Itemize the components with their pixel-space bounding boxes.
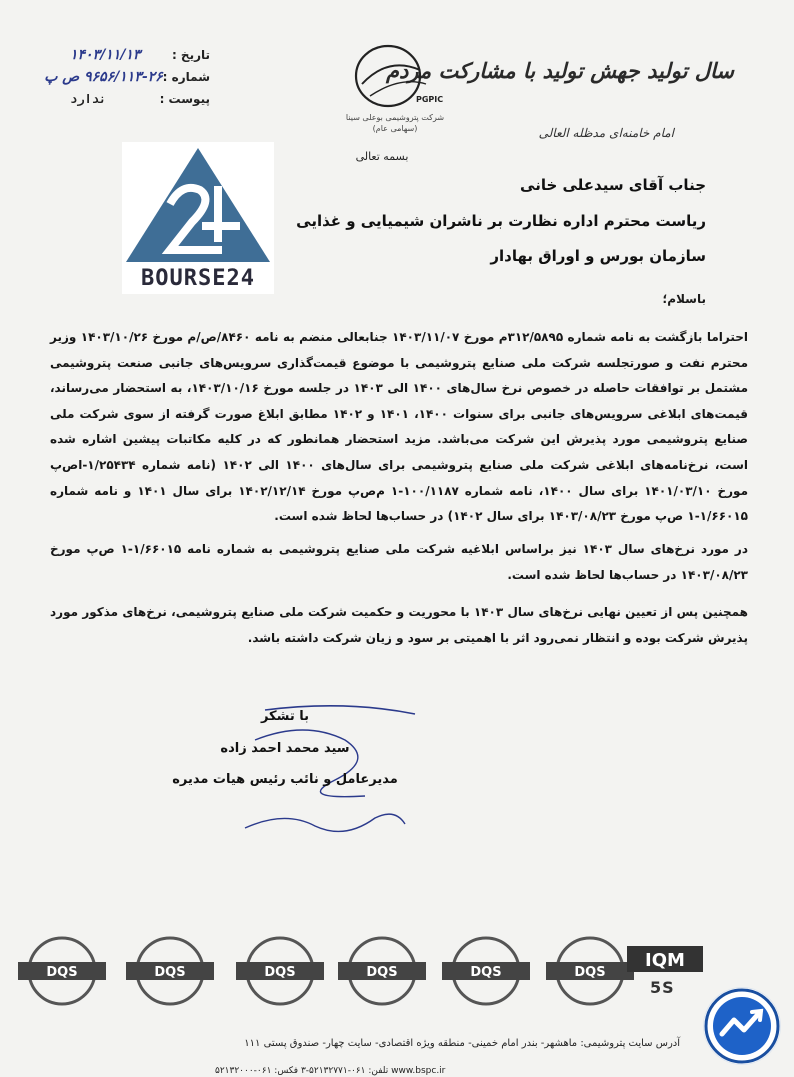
- dqs-label: DQS: [574, 965, 606, 980]
- date-row: [70, 44, 210, 66]
- dqs-label: DQS: [46, 965, 78, 980]
- salutation: باسلام؛: [662, 292, 706, 306]
- trend-badge-icon[interactable]: [704, 988, 780, 1064]
- date-value: ۱۴۰۳/۱۱/۱۳: [70, 47, 141, 63]
- attachment-row: [70, 88, 210, 110]
- date-label: تاریخ :: [171, 48, 210, 62]
- closing: با تشکر: [260, 709, 310, 724]
- dqs-cert-logo-3: [230, 935, 330, 1007]
- dqs-cert-logo-2: [120, 935, 220, 1007]
- dqs-label: DQS: [154, 965, 186, 980]
- iqm-label: IQM: [645, 950, 685, 971]
- company-subtitle: شرکت پتروشیمی بوعلی سینا (سهامی عام): [345, 113, 445, 133]
- five-s-label: 5S: [650, 978, 675, 997]
- signer-name: سید محمد احمد زاده: [220, 741, 350, 756]
- recipient-org: سازمان بورس و اوراق بهادار: [490, 247, 706, 265]
- year-motto: سال تولید جهش تولید با مشارکت مردم: [385, 58, 734, 83]
- number-row: [44, 66, 210, 88]
- number-value: ۹۶۵۶/۱۱۳-۲۶ ص پ: [44, 69, 163, 85]
- imam-line: امام خامنه‌ای مدظله العالی: [538, 126, 674, 140]
- certification-logos: [12, 935, 702, 1010]
- body-paragraph-3: همچنین پس از تعیین نهایی نرخ‌های سال ۱۴۰۳ با محوریت و حکمیت شرکت ملی صنایع پتروشیمی، نرخ‌های مذکور مورد پذیرش شرکت بوده و انتظار نمی‌رود اثر با اهمیتی بر سود و زیان شرکت داشته باشد.: [50, 605, 748, 645]
- dqs-cert-logo-1: [12, 935, 112, 1007]
- attachment-label: پیوست :: [159, 92, 210, 106]
- basmala: بسمه تعالی: [355, 150, 409, 163]
- bourse24-watermark: [122, 142, 274, 294]
- signer-title: مدیرعامل و نائب رئیس هیات مدیره: [172, 772, 398, 787]
- attachment-value: ندارد: [70, 92, 107, 106]
- dqs-label: DQS: [366, 965, 398, 980]
- footer-contact: www.bspc.ir تلفن: ۰۶۱-۵۲۱۳۲۷۷۱-۳ فکس: ۰۶۱-۵۲۱۳۲۰۰۰: [215, 1066, 446, 1076]
- dqs-cert-logo-4: [332, 935, 432, 1007]
- recipient-title: ریاست محترم اداره نظارت بر ناشران شیمیایی و غذایی: [296, 212, 706, 230]
- footer-address: آدرس سایت پتروشیمی: ماهشهر- بندر امام خمینی- منطقه ویژه اقتصادی- سایت چهار- صندوق پستی ۱۱۱: [244, 1038, 680, 1049]
- dqs-label: DQS: [264, 965, 296, 980]
- body-paragraph-1: احتراما بازگشت به نامه شماره ۳۱۲/۵۸۹۵م مورخ ۱۴۰۳/۱۱/۰۷ جنابعالی منضم به نامه ۸۴۶۰/ص/م مورخ ۱۴۰۳/۱۰/۲۶ وزیر محترم نفت و صورتجلسه شرکت ملی صنایع پتروشیمی با موضوع قیمت‌گذاری سرویس‌های جانبی صنعت پتروشیمی مشتمل بر توافقات حاصله در خصوص نرخ سال‌های ۱۴۰۰ الی ۱۴۰۳ در جلسه مورخ ۱۴۰۳/۱۰/۱۶، به استحضار می‌رساند، قیمت‌های ابلاغی سرویس‌های جانبی برای سنوات ۱۴۰۰، ۱۴۰۱ و ۱۴۰۲ مطابق ابلاغ صورت گرفته از سوی شرکت ملی صنایع پتروشیمی مورد پذیرش این شرکت می‌باشد. مزید استحضار همانطور که در کلیه مکاتبات پیشین اشاره شده است، نرخ‌نامه‌های ابلاغی شرکت ملی صنایع پتروشیمی برای سال‌های ۱۴۰۰ الی ۱۴۰۲ (نامه شماره ۱/۲۵۴۳۴-ا‌ص‌پ مورخ ۱۴۰۱/۰۳/۱۰ برای سال ۱۴۰۰، نامه شماره ۱۰۰/۱۱۸۷-۱ م‌ص‌پ مورخ ۱۴۰۲/۱۲/۱۴ برای سال ۱۴۰۱ و نامه شماره ۱/۶۶۰۱۵-۱ ص‌پ مورخ ۱۴۰۳/۰۸/۲۳ برای سال ۱۴۰۲) در حساب‌ها لحاظ شده است.: [50, 330, 749, 524]
- svg-text:PGPIC: PGPIC: [416, 95, 444, 104]
- body-paragraph-2: در مورد نرخ‌های سال ۱۴۰۳ نیز براساس ابلاغیه شرکت ملی صنایع پتروشیمی به شماره نامه ۱/۶۶۰۱۵-۱ ص‌پ مورخ ۱۴۰۳/۰۸/۲۳ در حساب‌ها لحاظ شده است.: [50, 542, 748, 582]
- dqs-label: DQS: [470, 965, 502, 980]
- recipient-name: جناب آقای سیدعلی خانی: [520, 176, 706, 194]
- bourse24-label: BOURSE24: [141, 266, 255, 291]
- bourse24-logo-icon: [122, 142, 274, 267]
- dqs-cert-logo-5: [436, 935, 536, 1007]
- number-label: شماره :: [162, 70, 210, 84]
- letter-meta: [44, 44, 210, 110]
